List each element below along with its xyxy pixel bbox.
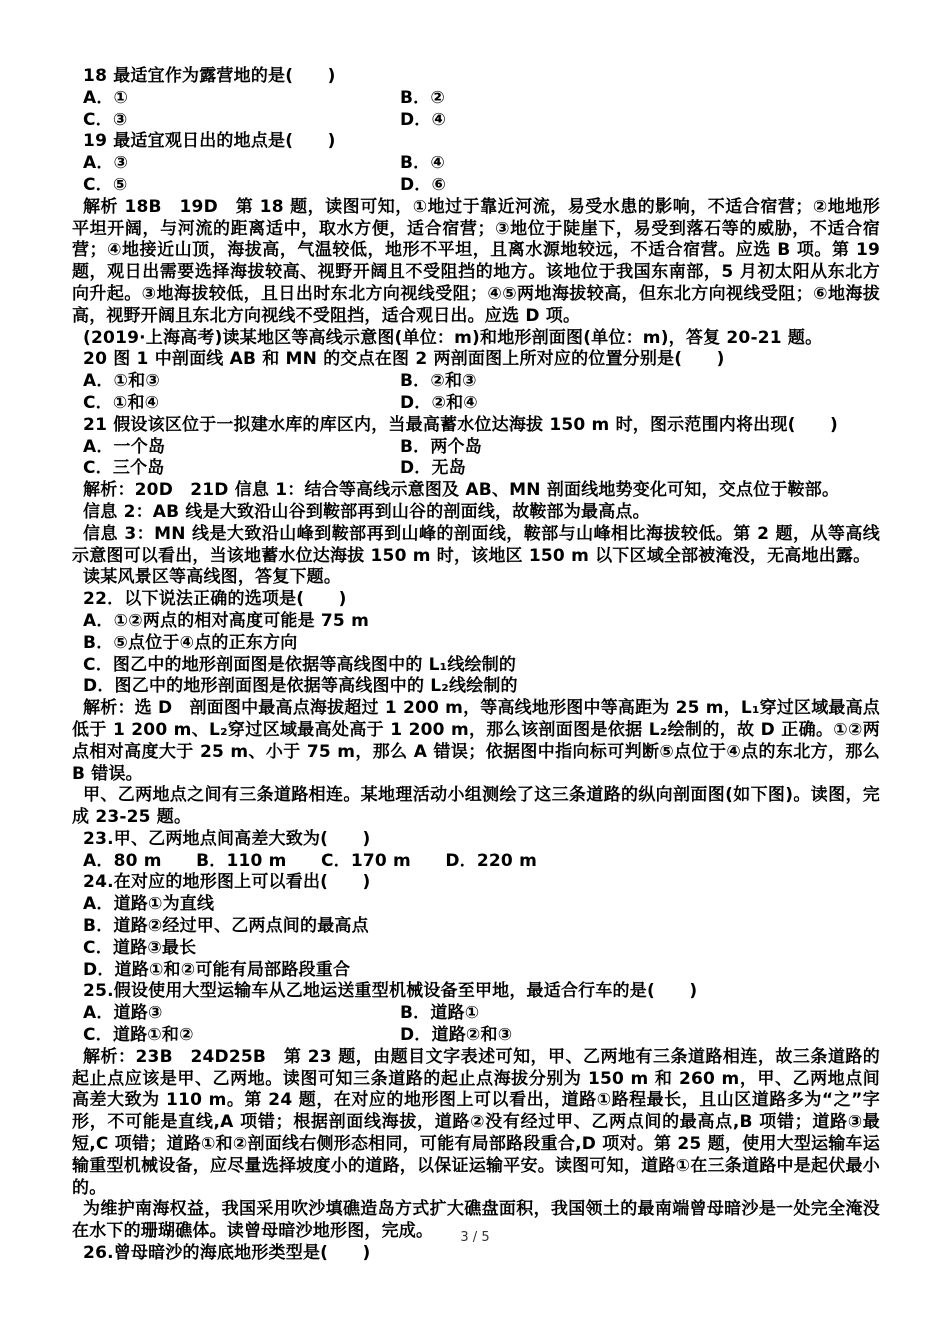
question-text: 19 最适宜观日出的地点是( ) [83, 131, 336, 152]
option: A．道路③ [83, 1003, 163, 1024]
option: B．⑤点位于④点的正东方向 [83, 632, 298, 653]
option: D．道路①和②可能有局部路段重合 [83, 959, 351, 980]
question-text: 22．以下说法正确的选项是( ) [83, 589, 347, 610]
option: B．④ [400, 153, 445, 174]
option: A．③ [83, 153, 129, 174]
option: C．③ [83, 109, 128, 130]
options-row [72, 393, 880, 415]
paragraph: 解析 18B 19D 第 18 题，读图可知，①地过于靠近河流，易受水患的影响，不适合宿营；②地地形平坦开阔，与河流的距离适中，取水方便，适合宿营；③地位于陡崖下，易受到落石等的威胁，不适合宿营；④地接近山顶，海拔高，气温较低，地形不平坦，且离水源地较远，不适合宿营。应选 B 项。第 19 题，观日出需要选择海拔较高、视野开阔且不受阻挡的地方。该地位于我国东南部，5 月初太阳从东北方向升起。③地海拔较低，且日出时东北方向视线受阻；④⑤两地海拔较高，但东北方向视线受阻；⑥地海拔高，视野开阔且东北方向视线不受阻挡，适合观日出。应选 D 项。 [72, 196, 880, 326]
option: A．① [83, 87, 129, 108]
option: B．道路① [400, 1003, 480, 1024]
option: A．道路①为直线 [83, 894, 215, 915]
options-row [72, 175, 880, 197]
paragraph: 读某风景区等高线图，答复下题。 [83, 567, 342, 588]
options-row [72, 110, 880, 132]
option: C．道路①和② [83, 1025, 194, 1046]
question-text: 18 最适宜作为露营地的是( ) [83, 66, 336, 86]
question-text: 21 假设该区位于一拟建水库的库区内，当最高蓄水位达海拔 150 m 时，图示范围内将出现( ) [83, 414, 838, 435]
option: A．①②两点的相对高度可能是 75 m [83, 610, 369, 631]
option: A．①和③ [83, 371, 160, 392]
option: D．图乙中的地形剖面图是依据等高线图中的 L₂线绘制的 [83, 676, 518, 697]
document-body [72, 66, 880, 1265]
question-text: 25.假设使用大型运输车从乙地运送重型机械设备至甲地，最适合行车的是( ) [83, 981, 698, 1002]
option: D．④ [400, 109, 447, 130]
options-row [72, 153, 880, 175]
options-row [72, 88, 880, 110]
option: C．⑤ [83, 174, 128, 195]
option: C．道路③最长 [83, 937, 197, 958]
question-text: 24.在对应的地形图上可以看出( ) [83, 872, 371, 893]
option: B．②和③ [400, 371, 477, 392]
page-number: 3 / 5 [460, 1230, 490, 1245]
option: C．①和④ [83, 392, 160, 413]
options-row [72, 1003, 880, 1025]
option: D．道路②和③ [400, 1025, 513, 1046]
question-text: 26.曾母暗沙的海底地形类型是( ) [83, 1243, 371, 1264]
options-row [72, 371, 880, 393]
options-row [72, 1025, 880, 1047]
option: D．无岛 [400, 458, 466, 479]
paragraph: 甲、乙两地点之间有三条道路相连。某地理活动小组测绘了这三条道路的纵向剖面图(如下图)。读图，完成 23-25 题。 [72, 785, 880, 828]
options-row [72, 437, 880, 459]
paragraph: 信息 2：AB 线是大致沿山谷到鞍部再到山谷的剖面线，故鞍部为最高点。 [83, 501, 650, 522]
option: C．三个岛 [83, 458, 165, 479]
paragraph: 解析：23B 24D25B 第 23 题，由题目文字表述可知，甲、乙两地有三条道路相连，故三条道路的起止点应该是甲、乙两地。读图可知三条道路的起止点海拔分别为 150 m 和 260 m，甲、乙两地点间高差大致为 110 m。第 24 题，在对应的地形图上可以看出，道路①路程最长，且山区道路多为“之”字形，不可能是直线,A 项错；根据剖面线海拔，道路②没有经过甲、乙两点间的最高点,B 项错；道路③最短,C 项错；道路①和②剖面线右侧形态相同，可能有局部路段重合,D 项对。第 25 题，使用大型运输车运输重型机械设备，应尽量选择坡度小的道路，以保证运输平安。读图可知，道路①在三条道路中是起伏最小的。 [72, 1046, 880, 1198]
option: D．②和④ [400, 392, 478, 413]
paragraph: 信息 3：MN 线是大致沿山峰到鞍部再到山峰的剖面线，鞍部与山峰相比海拔较低。第 2 题，从等高线示意图可以看出，当该地蓄水位达海拔 150 m 时，该地区 150 m 以下区域全部被淹没，无高地出露。 [72, 523, 880, 566]
options-row [72, 458, 880, 480]
option: A．一个岛 [83, 436, 166, 457]
option: A．80 m B．110 m C．170 m D．220 m [83, 850, 537, 871]
paragraph: 为维护南海权益，我国采用吹沙填礁造岛方式扩大礁盘面积，我国领土的最南端曾母暗沙是一处完全淹没在水下的珊瑚礁体。读曾母暗沙地形图，完成。 [72, 1199, 880, 1242]
question-text: 20 图 1 中剖面线 AB 和 MN 的交点在图 2 两剖面图上所对应的位置分别是( ) [83, 349, 725, 370]
paragraph: (2019·上海高考)读某地区等高线示意图(单位：m)和地形剖面图(单位：m)，答复 20-21 题。 [83, 327, 823, 348]
option: B．道路②经过甲、乙两点间的最高点 [83, 916, 369, 937]
option: C．图乙中的地形剖面图是依据等高线图中的 L₁线绘制的 [83, 654, 517, 675]
paragraph: 解析：20D 21D 信息 1：结合等高线示意图及 AB、MN 剖面线地势变化可知，交点位于鞍部。 [83, 480, 840, 501]
option: B．② [400, 87, 445, 108]
paragraph: 解析：选 D 剖面图中最高点海拔超过 1 200 m，等高线地形图中等高距为 25 m，L₁穿过区域最高点低于 1 200 m、L₂穿过区域最高处高于 1 200 m，那么该剖面图是依据 L₂绘制的，故 D 正确。①②两点相对高度大于 25 m、小于 75 m，那么 A 错误；依据图中指向标可判断⑤点位于④点的东北方，那么 B 错误。 [72, 698, 880, 784]
option: D．⑥ [400, 174, 447, 195]
question-text: 23.甲、乙两地点间高差大致为( ) [83, 828, 371, 849]
option: B．两个岛 [400, 436, 482, 457]
